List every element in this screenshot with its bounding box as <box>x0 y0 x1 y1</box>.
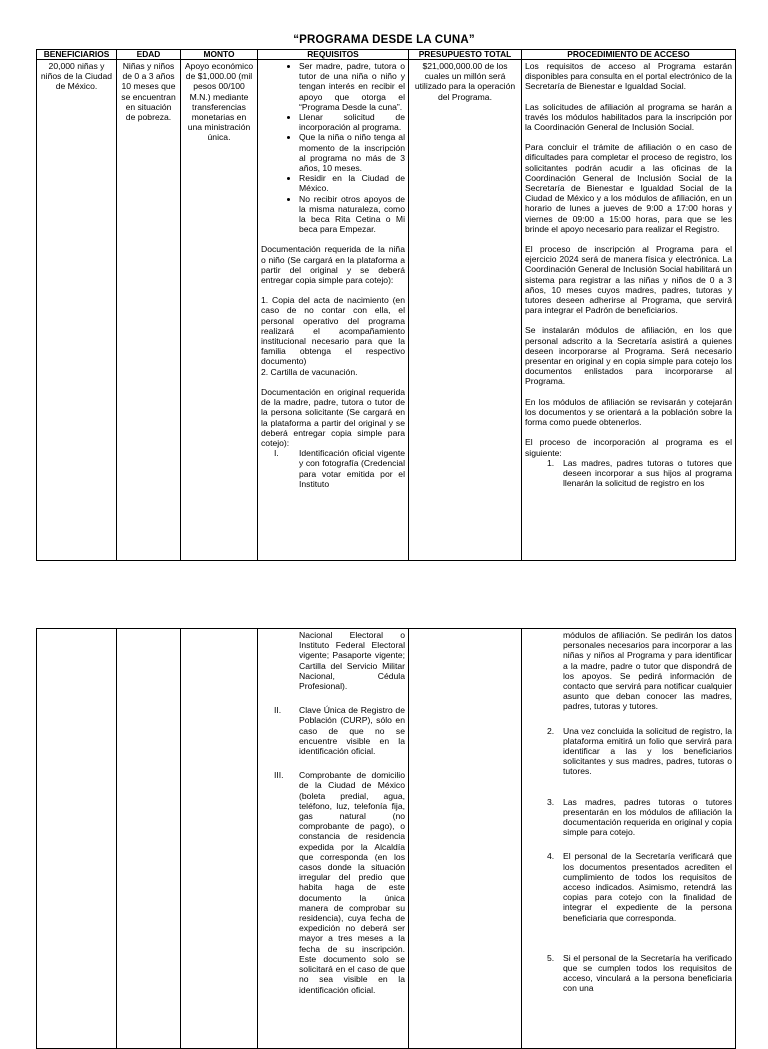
table-row <box>37 629 736 1049</box>
roman-list <box>261 630 405 995</box>
list-numeral: 3. <box>547 796 555 807</box>
doc-nino-intro: Documentación requerida de la niña o niño (Se cargará en la plataforma a partir del original y se deberá entregar copia simple para cotejo): <box>261 244 405 286</box>
doc-nino-item-1: 1. Copia del acta de nacimiento (en caso de no contar con ella, el personal operativo del programa realizará el acompañamiento institucional necesario para que la familia obtenga el respectivo documento) <box>261 295 405 367</box>
cell-presupuesto <box>409 629 522 1049</box>
cell-monto: Apoyo económico de $1,000.00 (mil pesos 00/100 M.N.) mediante transferencias monetarias en una ministración única. <box>181 60 258 561</box>
proc-paragraph: En los módulos de afiliación se revisarán y cotejarán los documentos y se orientará a la población sobre la forma como puede obtenerlos. <box>525 396 732 428</box>
list-item <box>563 630 732 712</box>
list-numeral: 4. <box>547 851 555 862</box>
table-row <box>37 60 736 561</box>
header-edad: EDAD <box>117 50 181 60</box>
list-item <box>547 952 732 994</box>
header-requisitos: REQUISITOS <box>258 50 409 60</box>
header-presupuesto: PRESUPUESTO TOTAL <box>409 50 522 60</box>
list-numeral: III. <box>274 770 284 781</box>
table-header-row <box>37 50 736 60</box>
proc-paragraph: Se instalarán módulos de afiliación, en los que personal adscrito a la Secretaría asistirá a quienes deseen incorporarse al Programa. Será necesario presentar en original y en copia simple para cotejo los documentos enlistados para incorporarse al Programa. <box>525 325 732 387</box>
proc-paragraph: El proceso de inscripción al Programa para el ejercicio 2024 será de manera física y electrónica. La Coordinación General de Inclusión Social habilitará un sistema para registrar a las niñas y niños de 0 a 3 años, 10 meses cuyos madres, padres, tutoras y tutores deseen adherirse al Programa, que servirá para integrar el Padrón de beneficiarios. <box>525 244 732 316</box>
roman-list <box>261 448 405 489</box>
steps-list <box>525 630 732 994</box>
list-item: • Llenar solicitud de incorporación al programa. <box>299 112 405 132</box>
document-title: “PROGRAMA DESDE LA CUNA” <box>293 34 475 46</box>
proc-paragraph: Las solicitudes de afiliación al programa se harán a través los módulos habilitados para la inscripción por la Coordinación General de Inclusión Social. <box>525 101 732 133</box>
cell-edad <box>117 629 181 1049</box>
list-item-text: módulos de afiliación. Se pedirán los datos personales necesarios para incorporar a las niñas y niños al Programa y para identificar a la madre, padre o tutor que dispondrá de los apoyos. Se pedirá información de contacto que servirá para notificar cualquier asunto que deban conocer las madres, padres, tutoras y tutores. <box>563 630 732 712</box>
list-numeral: I. <box>274 448 279 459</box>
cell-edad: Niñas y niños de 0 a 3 años 10 meses que se encuentran en situación de pobreza. <box>117 60 181 561</box>
list-item-text: Una vez concluida la solicitud de registro, la plataforma emitirá un folio que servirá para identificar a las y los beneficiarios solicitantes y sus madres, padres, tutoras o tutores. <box>563 725 732 777</box>
cell-presupuesto: $21,000,000.00 de los cuales un millón será utilizado para la operación del Programa. <box>409 60 522 561</box>
cell-monto <box>181 629 258 1049</box>
cell-beneficiarios: 20,000 niñas y niños de la Ciudad de México. <box>37 60 117 561</box>
header-procedimiento: PROCEDIMIENTO DE ACCESO <box>522 50 736 60</box>
header-monto: MONTO <box>181 50 258 60</box>
cell-requisitos <box>258 60 409 561</box>
header-beneficiarios: BENEFICIARIOS <box>37 50 117 60</box>
proc-paragraph: Para concluir el trámite de afiliación o en caso de dificultades para completar el proceso de registro, los solicitantes podrán acudir a las oficinas de la Coordinación General de Inclusión Social de la Secretaría de Bienestar e Igualdad Social de la Ciudad de México y a los módulos de afiliación, en un horario de lunes a jueves de 9:00 a 17:00 horas y viernes de 09:00 a 15:00 horas, para que se les brinde el apoyo necesario para realizar el Registro. <box>525 142 732 234</box>
list-numeral: 5. <box>547 952 555 963</box>
list-numeral: II. <box>274 705 282 716</box>
requisitos-list <box>261 61 405 234</box>
list-item-text: Comprobante de domicilio de la Ciudad de México (boleta predial, agua, teléfono, luz, telefonía fija, gas natural (no comprobante de pago), o constancia de residencia expedida por la Alcaldía que corresponda (en los casos donde la situación irregular del predio que habita haga de este documento la única manera de comprobar su residencia), cuya fecha de expedición no deberá ser mayor a tres meses a la fecha de su inscripción. Este documento solo se solicitará en el caso de que no sea visible en la identificación oficial. <box>299 770 405 995</box>
list-item <box>274 448 405 489</box>
list-item: • Residir en la Ciudad de México. <box>299 173 405 193</box>
list-item <box>547 796 732 838</box>
cell-procedimiento <box>522 629 736 1049</box>
proc-paragraph: Los requisitos de acceso al Programa estarán disponibles para consulta en el portal electrónico de la Secretaría de Bienestar e Igualdad Social. <box>525 61 732 92</box>
program-table-page-2 <box>36 628 736 1049</box>
program-table-page-1 <box>36 49 736 561</box>
list-item-text: Las madres, padres tutoras o tutores que deseen incorporar a sus hijos al programa llenarán la solicitud de registro en los <box>563 457 732 489</box>
list-item-text: El personal de la Secretaría verificará que los documentos presentados acrediten el cumplimiento de todos los requisitos de acceso indicados. Asimismo, retendrá las copias para cotejo con la finalidad de integrar el expediente de la persona beneficiaria que corresponda. <box>563 851 732 923</box>
doc-nino-item-2: 2. Cartilla de vacunación. <box>261 366 358 377</box>
list-item: • Ser madre, padre, tutora o tutor de una niña o niño y tengan interés en recibir el apoyo que otorga el “Programa Desde la cuna”. <box>299 61 405 112</box>
list-item-text: Clave Única de Registro de Población (CURP), sólo en caso de que no se encuentre visible en la identificación oficial. <box>299 705 405 757</box>
steps-list <box>525 458 732 489</box>
list-item-text: Nacional Electoral o Instituto Federal Electoral vigente; Pasaporte vigente; Cartilla del Servicio Militar Nacional, Cédula Profesional). <box>299 630 405 692</box>
list-item-text: Las madres, padres tutoras o tutores presentarán en los módulos de afiliación la documentación requerida en original y copia simple para cotejo. <box>563 796 732 838</box>
proc-paragraph: El proceso de incorporación al programa es el siguiente: <box>525 437 732 458</box>
list-item <box>547 457 732 489</box>
list-item <box>547 725 732 777</box>
list-item: • Que la niña o niño tenga al momento de la inscripción al programa no más de 3 años, 10 meses. <box>299 132 405 173</box>
list-numeral: 1. <box>547 457 555 468</box>
list-item <box>547 851 732 923</box>
list-item <box>299 630 405 691</box>
cell-beneficiarios <box>37 629 117 1049</box>
doc-madre-intro: Documentación en original requerida de la madre, padre, tutora o tutor de la persona solicitante (Se cargará en la plataforma a partir del original y se deberá entregar copia simple para cotejo): <box>261 386 405 448</box>
list-item-text: Identificación oficial vigente y con fotografía (Credencial para votar emitida por el Instituto <box>299 448 405 489</box>
list-item-text: Si el personal de la Secretaría ha verificado que se cumplen todos los requisitos de acceso, vinculará a la persona beneficiaria con una <box>563 952 732 994</box>
cell-requisitos <box>258 629 409 1049</box>
list-item <box>274 705 405 757</box>
list-item <box>274 770 405 995</box>
cell-procedimiento <box>522 60 736 561</box>
list-item: • No recibir otros apoyos de la misma naturaleza, como la beca Rita Cetina o Mi beca para Empezar. <box>299 194 405 235</box>
list-numeral: 2. <box>547 725 555 736</box>
